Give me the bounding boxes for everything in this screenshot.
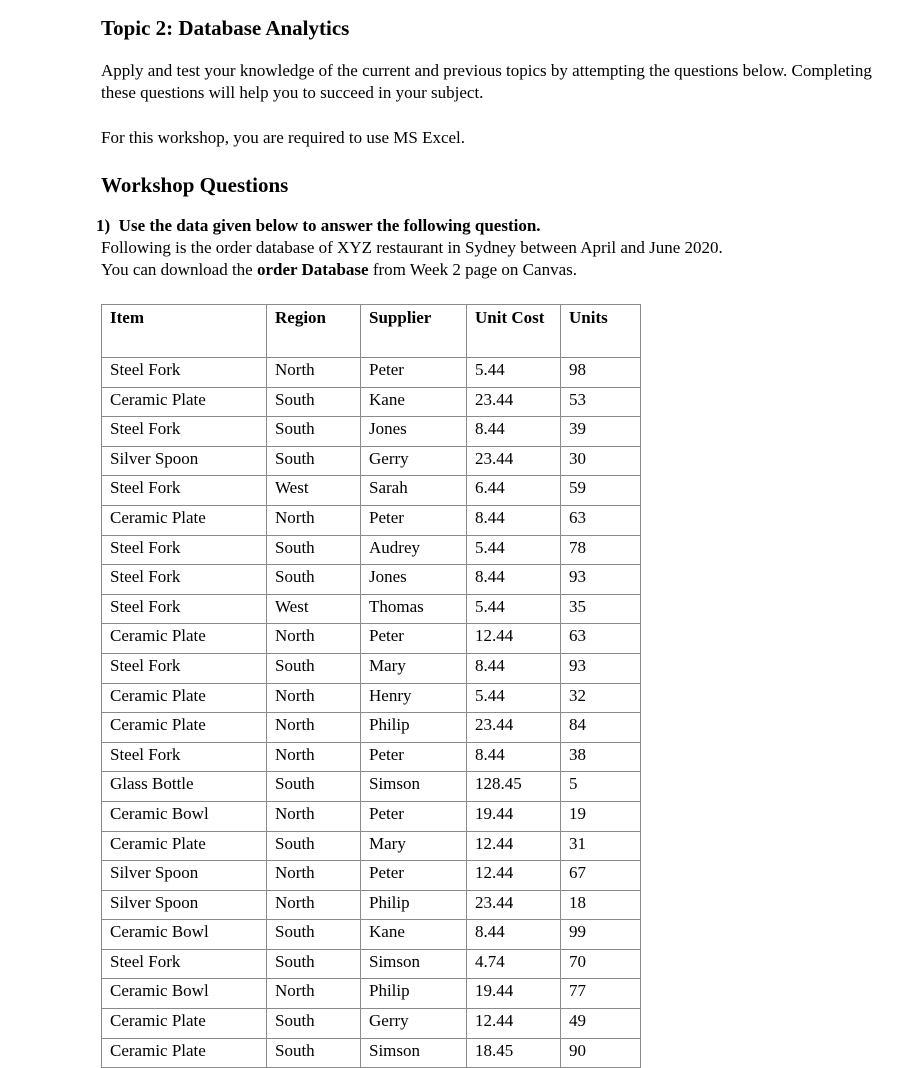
table-row — [102, 624, 641, 654]
cell-item: Ceramic Plate — [102, 831, 267, 861]
cell-unit-cost: 8.44 — [467, 742, 561, 772]
cell-supplier: Jones — [361, 417, 467, 447]
table-row — [102, 831, 641, 861]
question-line-2 — [101, 259, 723, 281]
cell-item: Steel Fork — [102, 653, 267, 683]
cell-unit-cost: 6.44 — [467, 476, 561, 506]
cell-units: 98 — [561, 358, 641, 388]
cell-supplier: Kane — [361, 387, 467, 417]
cell-region: South — [267, 1038, 361, 1068]
cell-units: 39 — [561, 417, 641, 447]
cell-item: Glass Bottle — [102, 772, 267, 802]
cell-region: West — [267, 594, 361, 624]
cell-item: Ceramic Plate — [102, 1038, 267, 1068]
table-row — [102, 949, 641, 979]
table-row — [102, 594, 641, 624]
cell-item: Ceramic Bowl — [102, 979, 267, 1009]
cell-unit-cost: 5.44 — [467, 683, 561, 713]
cell-region: West — [267, 476, 361, 506]
column-header-item: Item — [102, 305, 267, 358]
cell-unit-cost: 5.44 — [467, 358, 561, 388]
cell-region: North — [267, 505, 361, 535]
cell-supplier: Sarah — [361, 476, 467, 506]
cell-units: 63 — [561, 505, 641, 535]
cell-region: North — [267, 742, 361, 772]
cell-unit-cost: 18.45 — [467, 1038, 561, 1068]
cell-item: Ceramic Plate — [102, 713, 267, 743]
table-row — [102, 417, 641, 447]
cell-unit-cost: 23.44 — [467, 446, 561, 476]
cell-units: 35 — [561, 594, 641, 624]
table-header-row — [102, 305, 641, 358]
cell-units: 31 — [561, 831, 641, 861]
table-row — [102, 505, 641, 535]
cell-item: Silver Spoon — [102, 890, 267, 920]
cell-region: North — [267, 801, 361, 831]
cell-units: 59 — [561, 476, 641, 506]
cell-units: 32 — [561, 683, 641, 713]
cell-unit-cost: 19.44 — [467, 801, 561, 831]
cell-unit-cost: 8.44 — [467, 920, 561, 950]
cell-item: Ceramic Plate — [102, 683, 267, 713]
intro-paragraph: Apply and test your knowledge of the current and previous topics by attempting the questions below. Completing these questions will help you to succeed in your subject. — [101, 61, 872, 102]
cell-units: 49 — [561, 1009, 641, 1039]
cell-unit-cost: 12.44 — [467, 624, 561, 654]
cell-supplier: Peter — [361, 358, 467, 388]
cell-unit-cost: 23.44 — [467, 387, 561, 417]
cell-supplier: Peter — [361, 624, 467, 654]
cell-unit-cost: 23.44 — [467, 890, 561, 920]
cell-supplier: Thomas — [361, 594, 467, 624]
cell-units: 93 — [561, 653, 641, 683]
cell-item: Ceramic Plate — [102, 387, 267, 417]
cell-units: 18 — [561, 890, 641, 920]
question-title-line — [96, 215, 723, 237]
cell-units: 5 — [561, 772, 641, 802]
cell-unit-cost: 8.44 — [467, 417, 561, 447]
table-row — [102, 979, 641, 1009]
cell-unit-cost: 19.44 — [467, 979, 561, 1009]
cell-unit-cost: 5.44 — [467, 594, 561, 624]
table-row — [102, 446, 641, 476]
table-row — [102, 535, 641, 565]
cell-item: Ceramic Bowl — [102, 801, 267, 831]
cell-item: Steel Fork — [102, 742, 267, 772]
order-database-table — [101, 304, 641, 1068]
cell-supplier: Henry — [361, 683, 467, 713]
cell-item: Steel Fork — [102, 565, 267, 595]
cell-supplier: Peter — [361, 742, 467, 772]
cell-item: Ceramic Plate — [102, 624, 267, 654]
table-row — [102, 772, 641, 802]
cell-item: Ceramic Plate — [102, 505, 267, 535]
cell-unit-cost: 12.44 — [467, 1009, 561, 1039]
table-row — [102, 1038, 641, 1068]
table-row — [102, 476, 641, 506]
column-header-supplier: Supplier — [361, 305, 467, 358]
cell-supplier: Kane — [361, 920, 467, 950]
cell-item: Ceramic Bowl — [102, 920, 267, 950]
cell-region: North — [267, 624, 361, 654]
cell-supplier: Jones — [361, 565, 467, 595]
cell-units: 67 — [561, 861, 641, 891]
cell-supplier: Simson — [361, 1038, 467, 1068]
cell-units: 53 — [561, 387, 641, 417]
cell-supplier: Mary — [361, 653, 467, 683]
cell-supplier: Mary — [361, 831, 467, 861]
table-body — [102, 358, 641, 1068]
cell-region: North — [267, 979, 361, 1009]
cell-units: 19 — [561, 801, 641, 831]
cell-region: South — [267, 831, 361, 861]
column-header-region: Region — [267, 305, 361, 358]
cell-units: 84 — [561, 713, 641, 743]
cell-region: South — [267, 535, 361, 565]
cell-region: South — [267, 772, 361, 802]
cell-units: 78 — [561, 535, 641, 565]
cell-region: South — [267, 920, 361, 950]
topic-title: Topic 2: Database Analytics — [101, 16, 350, 40]
question-line-2-prefix: You can download the — [101, 260, 257, 279]
cell-units: 99 — [561, 920, 641, 950]
cell-region: North — [267, 861, 361, 891]
cell-supplier: Peter — [361, 801, 467, 831]
cell-supplier: Audrey — [361, 535, 467, 565]
cell-item: Silver Spoon — [102, 446, 267, 476]
cell-units: 90 — [561, 1038, 641, 1068]
cell-item: Steel Fork — [102, 417, 267, 447]
question-title: Use the data given below to answer the following question. — [118, 216, 541, 235]
cell-unit-cost: 8.44 — [467, 505, 561, 535]
question-line-1: Following is the order database of XYZ restaurant in Sydney between April and June 2020. — [101, 238, 723, 257]
cell-supplier: Gerry — [361, 446, 467, 476]
cell-unit-cost: 8.44 — [467, 565, 561, 595]
table-row — [102, 801, 641, 831]
table-row — [102, 565, 641, 595]
cell-region: North — [267, 683, 361, 713]
cell-supplier: Philip — [361, 890, 467, 920]
table-header — [102, 305, 641, 358]
cell-item: Steel Fork — [102, 535, 267, 565]
column-header-unit_cost: Unit Cost — [467, 305, 561, 358]
cell-unit-cost: 8.44 — [467, 653, 561, 683]
cell-unit-cost: 12.44 — [467, 831, 561, 861]
cell-item: Steel Fork — [102, 476, 267, 506]
cell-unit-cost: 128.45 — [467, 772, 561, 802]
table-row — [102, 890, 641, 920]
excel-note: For this workshop, you are required to use MS Excel. — [101, 128, 466, 147]
table-row — [102, 861, 641, 891]
question-line-2-suffix: from Week 2 page on Canvas. — [368, 260, 577, 279]
cell-supplier: Philip — [361, 713, 467, 743]
cell-units: 63 — [561, 624, 641, 654]
cell-item: Steel Fork — [102, 358, 267, 388]
cell-region: South — [267, 387, 361, 417]
table-row — [102, 713, 641, 743]
cell-region: South — [267, 446, 361, 476]
cell-item: Silver Spoon — [102, 861, 267, 891]
cell-supplier: Simson — [361, 772, 467, 802]
cell-units: 38 — [561, 742, 641, 772]
order-database-label: order Database — [256, 260, 369, 279]
question-number: 1) — [96, 216, 111, 235]
table-row — [102, 387, 641, 417]
cell-supplier: Peter — [361, 861, 467, 891]
cell-supplier: Simson — [361, 949, 467, 979]
cell-item: Ceramic Plate — [102, 1009, 267, 1039]
table-row — [102, 358, 641, 388]
cell-unit-cost: 23.44 — [467, 713, 561, 743]
question-1 — [96, 215, 723, 281]
table-row — [102, 920, 641, 950]
cell-region: North — [267, 713, 361, 743]
cell-units: 70 — [561, 949, 641, 979]
cell-unit-cost: 4.74 — [467, 949, 561, 979]
cell-supplier: Gerry — [361, 1009, 467, 1039]
cell-region: South — [267, 1009, 361, 1039]
cell-supplier: Peter — [361, 505, 467, 535]
column-header-units: Units — [561, 305, 641, 358]
cell-item: Steel Fork — [102, 949, 267, 979]
cell-region: North — [267, 890, 361, 920]
cell-supplier: Philip — [361, 979, 467, 1009]
table-row — [102, 742, 641, 772]
table-row — [102, 1009, 641, 1039]
table-row — [102, 683, 641, 713]
table-row — [102, 653, 641, 683]
cell-units: 77 — [561, 979, 641, 1009]
cell-region: South — [267, 417, 361, 447]
cell-units: 30 — [561, 446, 641, 476]
cell-item: Steel Fork — [102, 594, 267, 624]
cell-region: South — [267, 565, 361, 595]
cell-region: North — [267, 358, 361, 388]
cell-units: 93 — [561, 565, 641, 595]
workshop-heading: Workshop Questions — [101, 173, 289, 197]
cell-region: South — [267, 653, 361, 683]
cell-unit-cost: 12.44 — [467, 861, 561, 891]
cell-region: South — [267, 949, 361, 979]
cell-unit-cost: 5.44 — [467, 535, 561, 565]
